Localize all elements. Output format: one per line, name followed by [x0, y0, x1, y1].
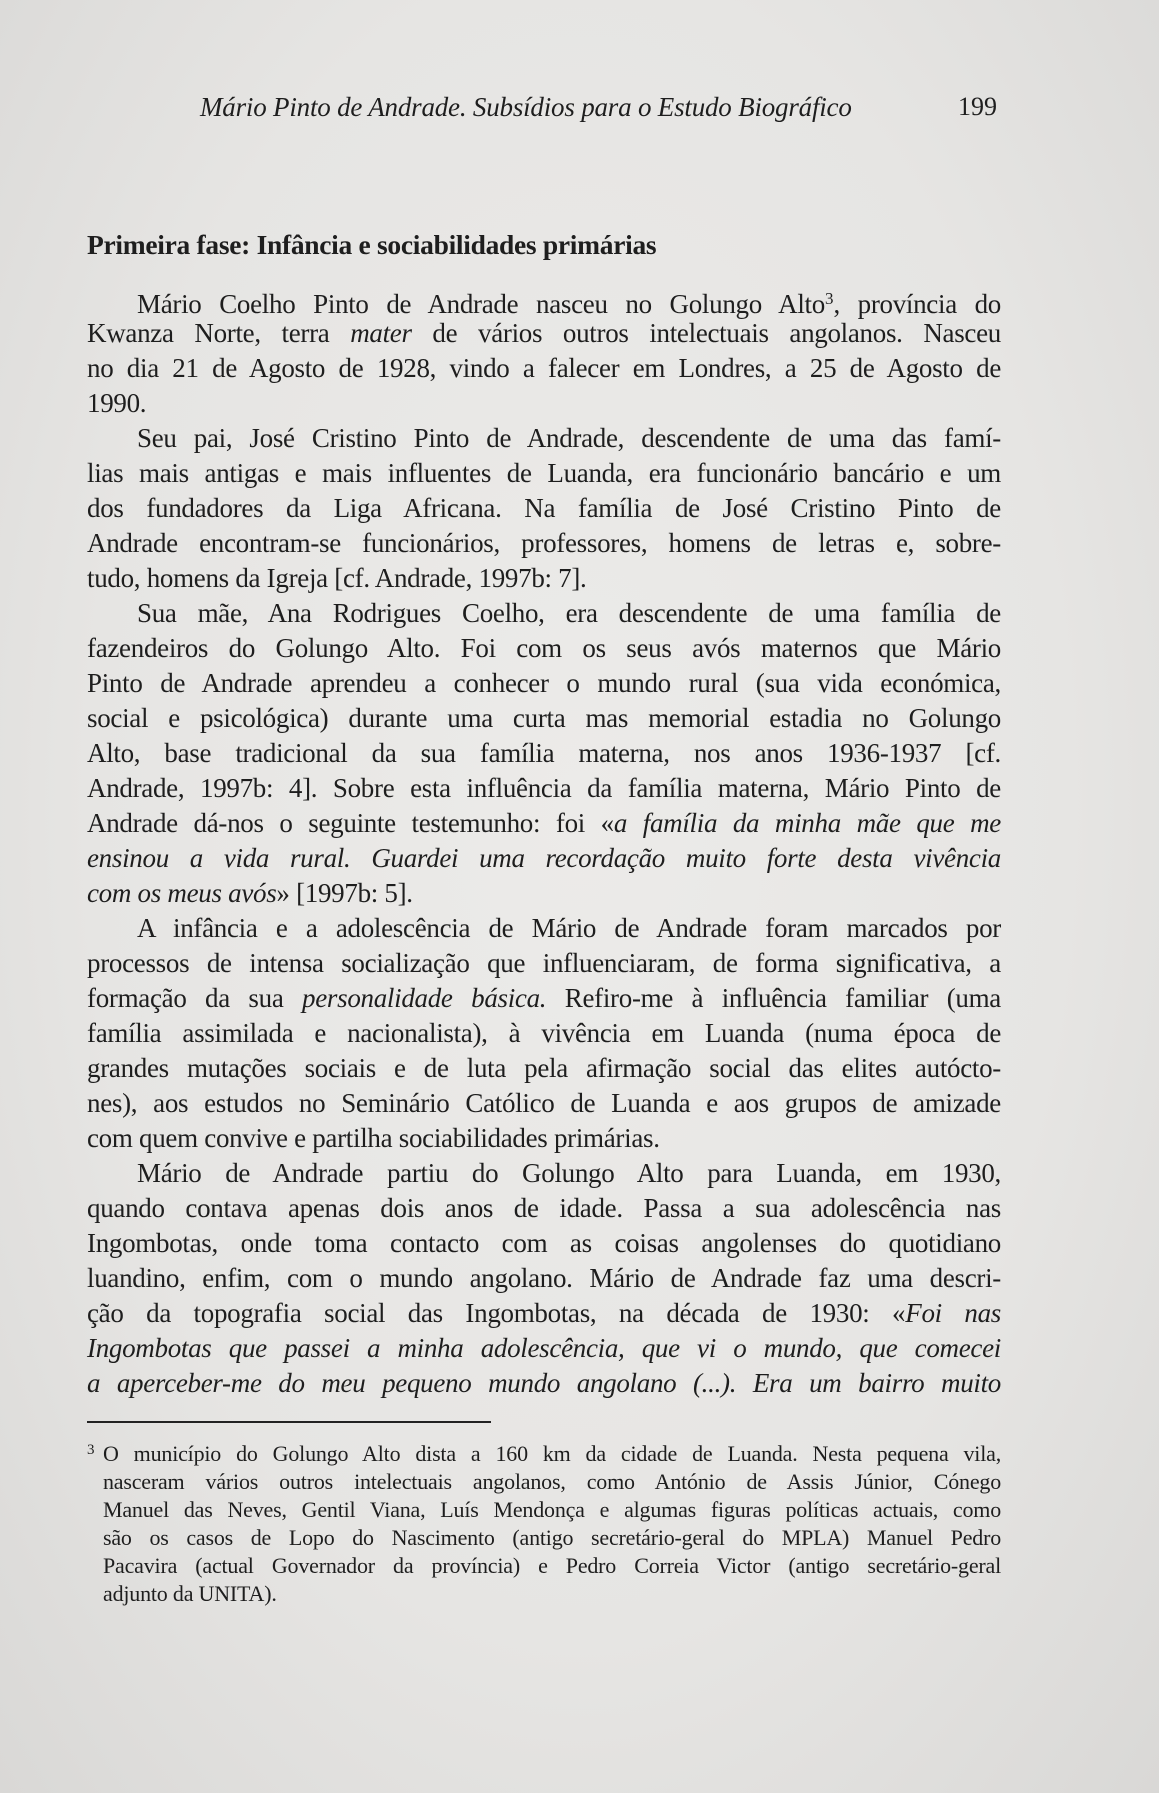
italic-text: ensinou a vida rural. Guardei uma recordação muito forte desta vivência [87, 843, 1001, 873]
footnote-line: Pacavira (actual Governador da província) e Pedro Correia Victor (antigo secretário-geral [103, 1553, 1001, 1579]
text-segment: 1990. [87, 388, 147, 418]
italic-text: personalidade básica. [302, 983, 547, 1013]
text-line [87, 526, 1001, 561]
italic-text: Foi nas [905, 1298, 1002, 1328]
italic-text: mater [350, 318, 412, 348]
text-line [87, 911, 1001, 946]
paragraph [87, 281, 1001, 421]
italic-text: Ingombotas que passei a minha adolescência, que vi o mundo, que comecei [87, 1333, 1001, 1363]
text-line [87, 771, 1001, 806]
footnote-divider [87, 1421, 491, 1423]
text-segment: de vários outros intelectuais angolanos. Nasceu [411, 318, 1001, 348]
text-segment: formação da sua [87, 983, 303, 1013]
text-line [87, 316, 1001, 351]
text-line [87, 281, 1001, 319]
text-segment: Alto, base tradicional da sua família materna, nos anos 1936-1937 [cf. [87, 738, 1001, 768]
text-line [87, 1121, 1001, 1156]
text-line [87, 1051, 1001, 1086]
text-segment: social e psicológica) durante uma curta mas memorial estadia no Golungo [87, 703, 1001, 733]
paragraph [87, 421, 1001, 596]
footnote-line: adjunto da UNITA). [103, 1581, 277, 1607]
text-segment: A infância e a adolescência de Mário de Andrade foram marcados por [137, 913, 1001, 943]
footnote-reference: 3 [824, 289, 834, 308]
italic-text: a aperceber-me do meu pequeno mundo angolano (...). Era um bairro muito [87, 1368, 1001, 1398]
text-line [87, 421, 1001, 456]
text-segment: Kwanza Norte, terra [87, 318, 351, 348]
text-line [87, 1331, 1001, 1366]
paragraph [87, 1156, 1001, 1401]
text-segment: grandes mutações sociais e de luta pela afirmação social das elites autócto- [87, 1053, 1001, 1083]
text-line [87, 456, 1001, 491]
text-line [87, 701, 1001, 736]
text-segment: dos fundadores da Liga Africana. Na família de José Cristino Pinto de [87, 493, 1001, 523]
text-line [87, 946, 1001, 981]
body-text [87, 281, 1001, 1401]
footnote-line: O município do Golungo Alto dista a 160 km da cidade de Luanda. Nesta pequena vila, [103, 1441, 1001, 1466]
text-segment: Mário Coelho Pinto de Andrade nasceu no Golungo Alto [137, 289, 825, 319]
footnote-line: Manuel das Neves, Gentil Viana, Luís Mendonça e algumas figuras políticas actuais, como [103, 1497, 1001, 1523]
text-segment: Andrade encontram-se funcionários, professores, homens de letras e, sobre- [87, 528, 1001, 558]
text-line [87, 1226, 1001, 1261]
text-line [87, 1086, 1001, 1121]
footnote-line: são os casos de Lopo do Nascimento (antigo secretário-geral do MPLA) Manuel Pedro [103, 1525, 1001, 1551]
text-line [87, 386, 1001, 421]
text-segment: com quem convive e partilha sociabilidades primárias. [87, 1123, 660, 1153]
text-segment: processos de intensa socialização que influenciaram, de forma significativa, a [87, 948, 1001, 978]
italic-text: a família da minha mãe que me [613, 808, 1001, 838]
page-number: 199 [958, 92, 997, 121]
text-segment: quando contava apenas dois anos de idade. Passa a sua adolescência nas [87, 1193, 1001, 1223]
text-line [87, 981, 1001, 1016]
text-segment: luandino, enfim, com o mundo angolano. Mário de Andrade faz uma descri- [87, 1263, 1001, 1293]
text-segment: Pinto de Andrade aprendeu a conhecer o mundo rural (sua vida económica, [87, 668, 1001, 698]
paragraph [87, 911, 1001, 1156]
text-line [87, 1296, 1001, 1331]
text-line [87, 491, 1001, 526]
text-segment: Andrade dá-nos o seguinte testemunho: foi « [87, 808, 614, 838]
text-line [87, 876, 1001, 911]
text-line [87, 1366, 1001, 1401]
footnote-line: nasceram vários outros intelectuais angolanos, como António de Assis Júnior, Cónego [103, 1469, 1001, 1495]
section-heading: Primeira fase: Infância e sociabilidades primárias [87, 229, 657, 260]
text-segment: no dia 21 de Agosto de 1928, vindo a falecer em Londres, a 25 de Agosto de [87, 353, 1001, 383]
text-line [87, 666, 1001, 701]
text-segment: lias mais antigas e mais influentes de Luanda, era funcionário bancário e um [87, 458, 1001, 488]
text-line [87, 1191, 1001, 1226]
text-segment: família assimilada e nacionalista), à vivência em Luanda (numa época de [87, 1018, 1001, 1048]
text-segment: tudo, homens da Igreja [cf. Andrade, 1997b: 7]. [87, 563, 587, 593]
footnote-text [103, 1440, 1001, 1609]
text-segment: Refiro-me à influência familiar (uma [546, 983, 1001, 1013]
text-segment: Mário de Andrade partiu do Golungo Alto para Luanda, em 1930, [137, 1158, 1001, 1188]
text-line [87, 1016, 1001, 1051]
text-line [87, 561, 1001, 596]
text-segment: Andrade, 1997b: 4]. Sobre esta influência da família materna, Mário Pinto de [87, 773, 1001, 803]
text-segment: , província do [833, 289, 1001, 319]
footnote [87, 1440, 1001, 1609]
text-segment: Seu pai, José Cristino Pinto de Andrade, descendente de uma das famí- [137, 423, 1001, 453]
paragraph [87, 596, 1001, 911]
text-line [87, 351, 1001, 386]
text-line [87, 631, 1001, 666]
text-line [87, 1261, 1001, 1296]
text-line [87, 736, 1001, 771]
text-segment: Sua mãe, Ana Rodrigues Coelho, era descendente de uma família de [137, 598, 1001, 628]
text-line [87, 1156, 1001, 1191]
text-segment: fazendeiros do Golungo Alto. Foi com os seus avós maternos que Mário [87, 633, 1001, 663]
text-segment: ção da topografia social das Ingombotas, na década de 1930: « [87, 1298, 906, 1328]
text-line [87, 841, 1001, 876]
text-line [87, 806, 1001, 841]
text-segment: Ingombotas, onde toma contacto com as coisas angolenses do quotidiano [87, 1228, 1001, 1258]
text-line [87, 596, 1001, 631]
text-segment: » [1997b: 5]. [276, 878, 413, 908]
italic-text: com os meus avós [87, 878, 277, 908]
footnote-marker: 3 [87, 1442, 95, 1458]
running-head-title: Mário Pinto de Andrade. Subsídios para o Estudo Biográfico [200, 92, 852, 122]
text-segment: nes), aos estudos no Seminário Católico de Luanda e aos grupos de amizade [87, 1088, 1001, 1118]
